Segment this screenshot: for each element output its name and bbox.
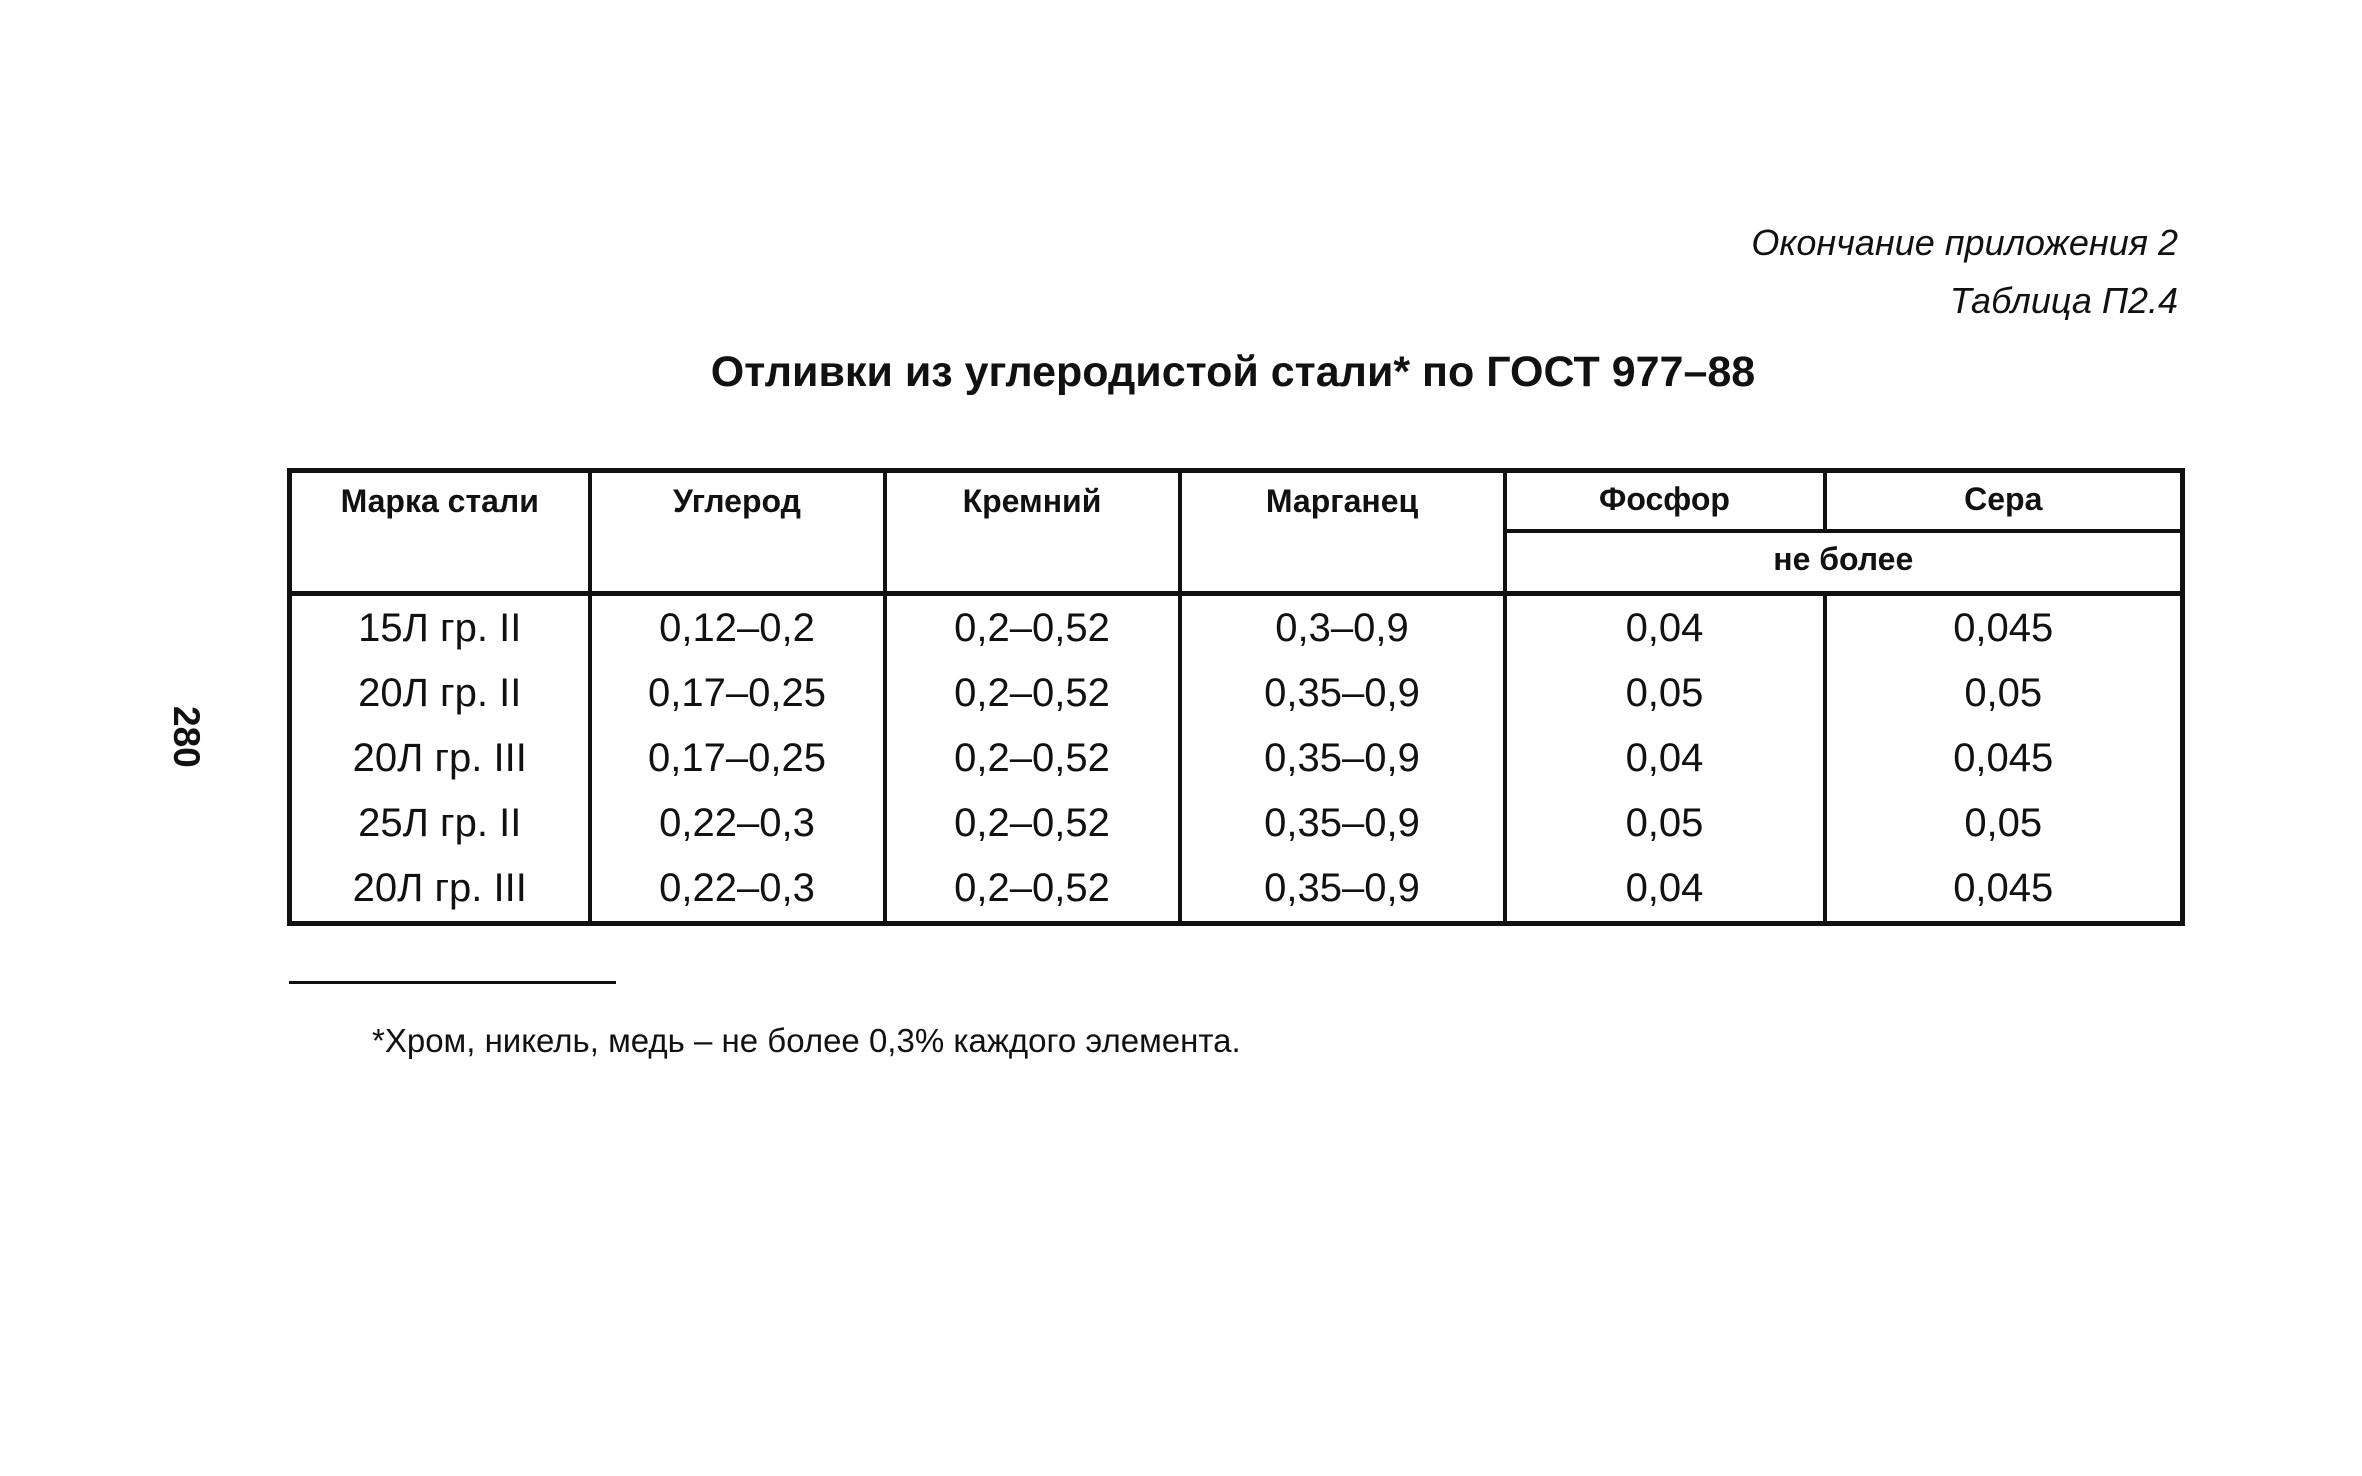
cell-phosphorus: 0,05 — [1505, 791, 1825, 856]
cell-manganese: 0,35–0,9 — [1180, 856, 1505, 924]
cell-sulfur: 0,05 — [1825, 661, 2183, 726]
cell-steel-grade: 20Л гр. III — [290, 726, 590, 791]
cell-silicon: 0,2–0,52 — [885, 791, 1180, 856]
cell-silicon: 0,2–0,52 — [885, 726, 1180, 791]
cell-phosphorus: 0,05 — [1505, 661, 1825, 726]
table-row — [290, 661, 2183, 726]
footnote: *Хром, никель, медь – не более 0,3% каждого элемента. — [372, 1022, 1241, 1059]
cell-manganese: 0,3–0,9 — [1180, 594, 1505, 662]
cell-sulfur: 0,045 — [1825, 726, 2183, 791]
column-header-manganese: Марганец — [1180, 471, 1505, 594]
cell-steel-grade: 25Л гр. II — [290, 791, 590, 856]
column-header-phosphorus: Фосфор — [1505, 471, 1825, 532]
column-header-silicon: Кремний — [885, 471, 1180, 594]
cell-steel-grade: 20Л гр. III — [290, 856, 590, 924]
column-header-sulfur: Сера — [1825, 471, 2183, 532]
cell-manganese: 0,35–0,9 — [1180, 791, 1505, 856]
cell-silicon: 0,2–0,52 — [885, 661, 1180, 726]
cell-sulfur: 0,05 — [1825, 791, 2183, 856]
cell-carbon: 0,17–0,25 — [590, 726, 885, 791]
table-row — [290, 856, 2183, 924]
cell-carbon: 0,17–0,25 — [590, 661, 885, 726]
document-title: Отливки из углеродистой стали* по ГОСТ 977–88 — [710, 348, 1756, 396]
cell-silicon: 0,2–0,52 — [885, 856, 1180, 924]
page-number: 280 — [166, 706, 207, 768]
table-row — [290, 594, 2183, 662]
cell-carbon: 0,22–0,3 — [590, 791, 885, 856]
cell-steel-grade: 20Л гр. II — [290, 661, 590, 726]
footnote-divider — [289, 981, 616, 984]
column-header-steel-grade: Марка стали — [290, 471, 590, 594]
cell-silicon: 0,2–0,52 — [885, 594, 1180, 662]
appendix-note: Окончание приложения 2 — [1751, 222, 2178, 263]
cell-manganese: 0,35–0,9 — [1180, 661, 1505, 726]
table-row — [290, 791, 2183, 856]
cell-steel-grade: 15Л гр. II — [290, 594, 590, 662]
cell-phosphorus: 0,04 — [1505, 594, 1825, 662]
subheader-max-limit: не более — [1505, 531, 2183, 594]
table-row — [290, 726, 2183, 791]
cell-phosphorus: 0,04 — [1505, 726, 1825, 791]
table-number: Таблица П2.4 — [1949, 280, 2178, 321]
steel-composition-table — [287, 468, 2185, 926]
column-header-carbon: Углерод — [590, 471, 885, 594]
cell-carbon: 0,22–0,3 — [590, 856, 885, 924]
cell-phosphorus: 0,04 — [1505, 856, 1825, 924]
cell-carbon: 0,12–0,2 — [590, 594, 885, 662]
cell-manganese: 0,35–0,9 — [1180, 726, 1505, 791]
cell-sulfur: 0,045 — [1825, 594, 2183, 662]
cell-sulfur: 0,045 — [1825, 856, 2183, 924]
